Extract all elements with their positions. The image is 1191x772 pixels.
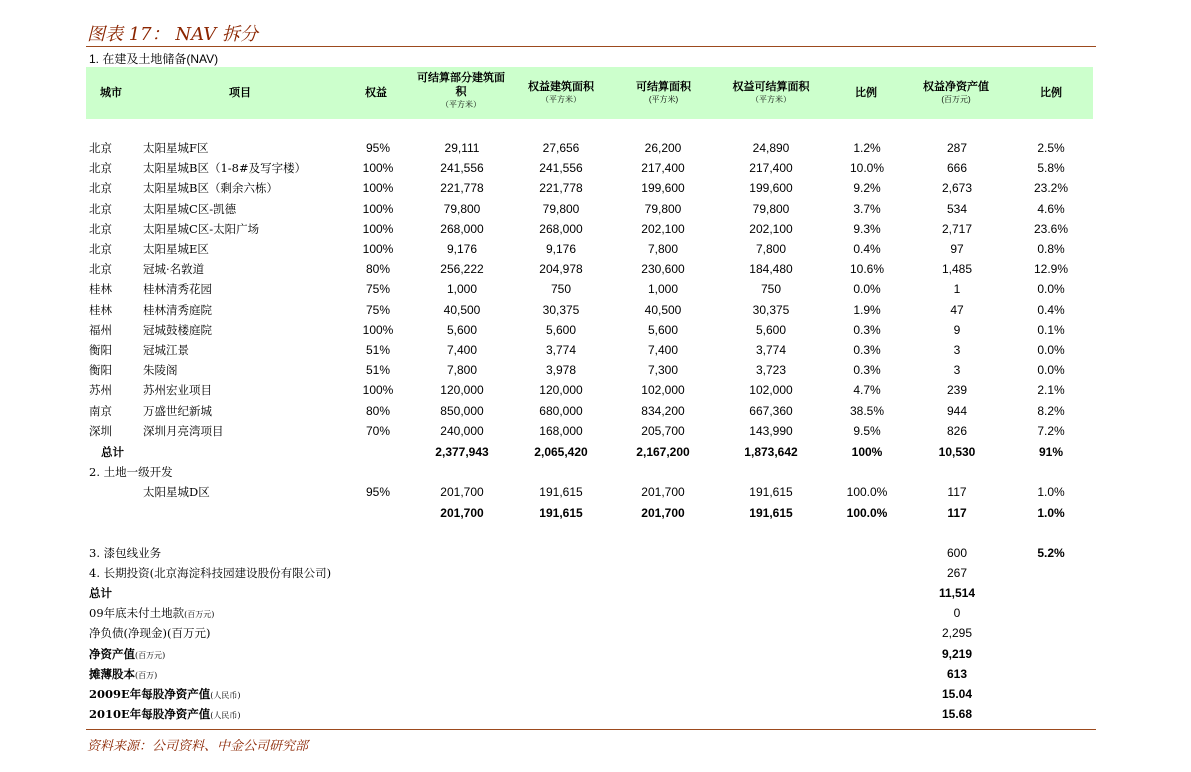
equity-gfa-cell: 9,176 <box>545 242 577 256</box>
saleable-area-cell: 5,600 <box>446 322 478 337</box>
equity-gfa-cell: 27,656 <box>542 141 580 155</box>
summary-label <box>89 646 165 664</box>
settle-area-cell: 199,600 <box>641 181 685 196</box>
section-1-heading: 1. 在建及土地储备(NAV) <box>89 52 219 66</box>
settle-area-cell: 202,100 <box>641 221 685 236</box>
project-cell: 太阳星城B区（1-8#及写字楼） <box>143 161 307 176</box>
saleable-area-cell: 256,222 <box>440 262 484 277</box>
equity-nav-cell: 3 <box>953 343 961 357</box>
summary-label <box>89 686 241 704</box>
land-dev-equity-settle-area: 191,615 <box>749 485 793 499</box>
ratio-cell: 0.4% <box>853 242 881 256</box>
land-dev-settle-area: 201,700 <box>641 485 685 499</box>
table-row <box>0 279 1191 299</box>
settle-area-cell: 7,300 <box>647 363 679 378</box>
equity-nav-cell: 944 <box>946 403 968 418</box>
total-ratio: 100% <box>851 445 883 459</box>
settle-area-cell: 205,700 <box>641 423 685 438</box>
header-settle-area <box>616 80 711 105</box>
equity-nav-cell: 1,485 <box>941 262 973 277</box>
equity-gfa-cell: 3,774 <box>545 343 577 357</box>
equity-settle-area-cell: 30,375 <box>752 302 790 317</box>
equity-cell: 80% <box>365 403 391 418</box>
equity-nav-cell: 2,717 <box>941 221 973 236</box>
total-label: 总计 <box>101 445 124 459</box>
ratio-2-cell: 0.0% <box>1037 343 1065 357</box>
saleable-area-cell: 9,176 <box>446 242 478 256</box>
total2-equity-settle-area: 191,615 <box>749 506 793 520</box>
settle-area-cell: 834,200 <box>641 403 685 418</box>
equity-settle-area-cell: 202,100 <box>749 221 793 236</box>
ratio-cell: 3.7% <box>853 201 881 216</box>
land-dev-project: 太阳星城D区 <box>143 485 210 499</box>
city-cell: 衡阳 <box>89 363 112 378</box>
header-equity-gfa-unit: （平方米） <box>541 95 581 104</box>
settle-area-cell: 102,000 <box>641 383 685 398</box>
summary-value: 15.04 <box>941 687 973 701</box>
equity-nav-cell: 239 <box>946 383 968 398</box>
settle-area-cell: 26,200 <box>644 141 682 155</box>
equity-cell: 51% <box>365 363 391 378</box>
equity-nav-cell: 666 <box>946 161 968 176</box>
saleable-area-cell: 268,000 <box>440 221 484 236</box>
equity-settle-area-cell: 199,600 <box>749 181 793 196</box>
summary-label <box>89 625 210 641</box>
land-dev-ratio: 100.0% <box>846 485 888 499</box>
table-row <box>0 239 1191 259</box>
header-equity-nav-label: 权益净资产值 <box>923 81 989 93</box>
equity-nav-cell: 9 <box>953 322 961 337</box>
total-ratio-2: 91% <box>1038 445 1064 459</box>
summary-row <box>0 644 1191 664</box>
ratio-2-cell: 4.6% <box>1037 201 1065 216</box>
header-saleable-area <box>416 71 506 110</box>
item-3-ratio: 5.2% <box>1037 546 1065 560</box>
summary-label <box>89 585 112 601</box>
project-cell: 苏州宏业项目 <box>143 383 212 398</box>
summary-value: 15.68 <box>941 707 973 722</box>
settle-area-cell: 1,000 <box>647 282 679 297</box>
summary-unit: (人民币) <box>210 691 241 700</box>
item-3-row <box>0 543 1191 563</box>
project-cell: 太阳星城B区（剩余六栋） <box>143 181 278 196</box>
saleable-area-cell: 1,000 <box>446 282 478 297</box>
item-4-label: 4. 长期投资(北京海淀科技园建设股份有限公司) <box>89 566 332 580</box>
ratio-2-cell: 0.4% <box>1037 302 1065 317</box>
total-row-2 <box>0 503 1191 523</box>
settle-area-cell: 7,800 <box>647 242 679 256</box>
header-settle-area-unit: (平方米) <box>648 95 679 104</box>
total2-saleable-area: 201,700 <box>440 506 484 520</box>
table-row <box>0 259 1191 279</box>
equity-nav-cell: 2,673 <box>941 181 973 196</box>
city-cell: 苏州 <box>89 383 112 398</box>
table-row <box>0 360 1191 380</box>
equity-gfa-cell: 204,978 <box>539 262 583 277</box>
city-cell: 北京 <box>89 161 112 176</box>
equity-settle-area-cell: 7,800 <box>755 242 787 256</box>
table-row <box>0 199 1191 219</box>
equity-nav-cell: 3 <box>953 363 961 378</box>
ratio-cell: 4.7% <box>853 383 881 398</box>
saleable-area-cell: 850,000 <box>440 403 484 418</box>
summary-value: 11,514 <box>938 586 976 600</box>
equity-settle-area-cell: 24,890 <box>752 141 790 155</box>
ratio-2-cell: 7.2% <box>1037 423 1065 438</box>
table-row <box>0 421 1191 441</box>
summary-row <box>0 704 1191 724</box>
land-dev-saleable-area: 201,700 <box>440 485 484 499</box>
total2-equity-nav: 117 <box>947 506 967 520</box>
header-equity-nav <box>906 80 1006 105</box>
summary-row <box>0 684 1191 704</box>
header-project: 项目 <box>229 87 251 99</box>
summary-row <box>0 623 1191 643</box>
figure-title: 图表 17： NAV 拆分 <box>87 24 258 45</box>
equity-cell: 100% <box>362 383 394 398</box>
project-cell: 万盛世纪新城 <box>143 403 212 418</box>
saleable-area-cell: 7,400 <box>446 343 478 357</box>
summary-value: 613 <box>946 666 968 681</box>
city-cell: 衡阳 <box>89 343 112 357</box>
ratio-2-cell: 5.8% <box>1037 161 1065 176</box>
summary-row <box>0 664 1191 684</box>
ratio-2-cell: 12.9% <box>1033 262 1069 277</box>
summary-value: 9,219 <box>941 646 973 661</box>
table-row <box>0 219 1191 239</box>
equity-nav-cell: 47 <box>950 302 964 317</box>
project-cell: 冠城·名敦道 <box>143 262 205 277</box>
top-rule <box>86 46 1096 47</box>
equity-nav-cell: 534 <box>946 201 968 216</box>
item-4-nav: 267 <box>946 566 968 580</box>
settle-area-cell: 230,600 <box>641 262 685 277</box>
equity-nav-cell: 97 <box>950 242 964 256</box>
city-cell: 北京 <box>89 201 112 216</box>
equity-cell: 51% <box>365 343 391 357</box>
summary-label-text: 摊薄股本 <box>89 666 135 681</box>
equity-gfa-cell: 120,000 <box>539 383 583 398</box>
item-3-nav: 600 <box>946 546 968 560</box>
header-ratio-2: 比例 <box>1040 87 1062 99</box>
total-equity-settle-area: 1,873,642 <box>744 445 798 459</box>
saleable-area-cell: 7,800 <box>446 363 478 378</box>
ratio-2-cell: 0.0% <box>1037 282 1065 297</box>
header-ratio: 比例 <box>855 87 877 99</box>
summary-unit: (百万元) <box>135 650 166 660</box>
project-cell: 太阳星城C区-太阳广场 <box>143 221 260 236</box>
equity-settle-area-cell: 750 <box>760 282 782 297</box>
table-row <box>0 401 1191 421</box>
ratio-2-cell: 8.2% <box>1037 403 1065 418</box>
total-equity-nav: 10,530 <box>938 445 976 459</box>
item-3-label: 3. 漆包线业务 <box>89 546 162 560</box>
ratio-2-cell: 0.8% <box>1037 242 1065 256</box>
ratio-2-cell: 2.5% <box>1037 141 1065 155</box>
project-cell: 太阳星城C区-凯德 <box>143 201 237 216</box>
city-cell: 福州 <box>89 322 112 337</box>
equity-gfa-cell: 5,600 <box>545 322 577 337</box>
ratio-2-cell: 2.1% <box>1037 383 1065 398</box>
header-equity-nav-unit: (百万元) <box>941 95 971 104</box>
equity-cell: 100% <box>362 181 394 196</box>
table-row <box>0 340 1191 360</box>
equity-gfa-cell: 168,000 <box>539 423 583 438</box>
ratio-cell: 0.3% <box>853 322 881 337</box>
equity-gfa-cell: 221,778 <box>539 181 583 196</box>
equity-settle-area-cell: 5,600 <box>755 322 787 337</box>
saleable-area-cell: 79,800 <box>443 201 481 216</box>
header-settle-area-label: 可结算面积 <box>636 81 691 93</box>
summary-unit: (人民币) <box>210 711 241 721</box>
equity-settle-area-cell: 3,723 <box>755 363 787 378</box>
equity-cell: 100% <box>362 221 394 236</box>
header-equity-gfa-label: 权益建筑面积 <box>528 81 594 93</box>
equity-nav-cell: 287 <box>946 141 968 155</box>
summary-label-text: 净负债(净现金)(百万元) <box>89 626 211 641</box>
summary-label-text: 2009E年每股净资产值 <box>89 687 211 701</box>
city-cell: 北京 <box>89 262 112 277</box>
table-row <box>0 138 1191 158</box>
equity-gfa-cell: 268,000 <box>539 221 583 236</box>
equity-cell: 80% <box>365 262 391 277</box>
ratio-cell: 1.9% <box>853 302 881 317</box>
summary-unit: (百万元) <box>184 610 215 620</box>
summary-label-text: 2010E年每股净资产值 <box>89 707 211 722</box>
summary-label <box>89 706 241 724</box>
total2-settle-area: 201,700 <box>641 506 685 520</box>
total-settle-area: 2,167,200 <box>636 445 690 459</box>
total2-ratio-2: 1.0% <box>1037 506 1065 520</box>
summary-label <box>89 666 157 684</box>
table-header <box>86 67 1093 119</box>
project-cell: 太阳星城F区 <box>143 141 209 155</box>
ratio-cell: 10.0% <box>849 161 885 176</box>
table-row <box>0 300 1191 320</box>
equity-cell: 75% <box>365 282 391 297</box>
ratio-cell: 0.3% <box>853 363 881 378</box>
land-dev-row <box>0 482 1191 502</box>
total-saleable-area: 2,377,943 <box>435 445 489 459</box>
ratio-2-cell: 0.1% <box>1037 322 1065 337</box>
summary-label-text: 净资产值 <box>89 646 135 661</box>
equity-cell: 70% <box>365 423 391 438</box>
equity-cell: 95% <box>365 141 391 155</box>
summary-value: 0 <box>953 606 961 621</box>
summary-value: 2,295 <box>941 626 973 641</box>
equity-cell: 100% <box>362 322 394 337</box>
project-cell: 冠城鼓楼庭院 <box>143 322 212 337</box>
project-cell: 冠城江景 <box>143 343 189 357</box>
equity-gfa-cell: 30,375 <box>542 302 580 317</box>
equity-nav-cell: 826 <box>946 423 968 438</box>
total-row-1 <box>0 442 1191 462</box>
equity-gfa-cell: 750 <box>550 282 572 297</box>
land-dev-equity-gfa: 191,615 <box>539 485 583 499</box>
summary-unit: (百万) <box>135 670 158 680</box>
table-row <box>0 320 1191 340</box>
equity-cell: 100% <box>362 242 394 256</box>
equity-gfa-cell: 241,556 <box>539 161 583 176</box>
city-cell: 北京 <box>89 221 112 236</box>
equity-settle-area-cell: 667,360 <box>749 403 793 418</box>
ratio-cell: 9.3% <box>853 221 881 236</box>
total-equity-gfa: 2,065,420 <box>534 445 588 459</box>
source-note: 资料来源：公司资料、中金公司研究部 <box>87 739 309 754</box>
ratio-cell: 0.3% <box>853 343 881 357</box>
ratio-2-cell: 23.6% <box>1033 221 1069 236</box>
bottom-rule <box>86 729 1096 730</box>
item-4-row <box>0 563 1191 583</box>
equity-gfa-cell: 680,000 <box>539 403 583 418</box>
project-cell: 桂林清秀花园 <box>143 282 212 297</box>
header-city: 城市 <box>100 87 122 99</box>
saleable-area-cell: 29,111 <box>444 141 480 155</box>
settle-area-cell: 7,400 <box>647 343 679 357</box>
settle-area-cell: 5,600 <box>647 322 679 337</box>
land-dev-equity-nav: 117 <box>947 485 967 499</box>
header-saleable-area-label: 可结算部分建筑面积 <box>417 72 505 98</box>
summary-label-text: 总计 <box>89 586 112 600</box>
equity-cell: 100% <box>362 161 394 176</box>
equity-settle-area-cell: 3,774 <box>755 343 787 357</box>
header-saleable-area-unit: （平方米） <box>441 100 481 109</box>
settle-area-cell: 79,800 <box>644 201 682 216</box>
summary-label <box>89 605 214 623</box>
land-dev-equity: 95% <box>365 485 391 499</box>
total2-equity-gfa: 191,615 <box>539 506 583 520</box>
equity-settle-area-cell: 184,480 <box>749 262 793 277</box>
saleable-area-cell: 40,500 <box>443 302 481 317</box>
header-equity-settle-area <box>716 80 826 105</box>
equity-settle-area-cell: 143,990 <box>749 423 793 438</box>
project-cell: 太阳星城E区 <box>143 242 209 256</box>
equity-nav-cell: 1 <box>953 282 961 297</box>
ratio-cell: 0.0% <box>853 282 881 297</box>
project-cell: 桂林清秀庭院 <box>143 302 212 317</box>
land-dev-ratio-2: 1.0% <box>1037 485 1065 499</box>
settle-area-cell: 40,500 <box>644 302 682 317</box>
header-equity-settle-area-label: 权益可结算面积 <box>732 81 810 93</box>
ratio-cell: 10.6% <box>849 262 885 277</box>
equity-settle-area-cell: 79,800 <box>752 201 790 216</box>
section-2-heading: 2. 土地一级开发 <box>89 465 173 479</box>
project-cell: 深圳月亮湾项目 <box>143 423 224 438</box>
summary-row <box>0 583 1191 603</box>
header-equity-settle-area-unit: （平方米） <box>751 95 791 104</box>
saleable-area-cell: 221,778 <box>440 181 484 196</box>
equity-settle-area-cell: 102,000 <box>749 383 793 398</box>
city-cell: 北京 <box>89 181 112 196</box>
equity-cell: 100% <box>362 201 394 216</box>
total2-ratio: 100.0% <box>846 506 888 520</box>
header-equity-gfa <box>511 80 611 105</box>
saleable-area-cell: 120,000 <box>440 383 484 398</box>
city-cell: 北京 <box>89 242 112 256</box>
table-row <box>0 380 1191 400</box>
city-cell: 南京 <box>89 403 112 418</box>
saleable-area-cell: 240,000 <box>440 423 484 438</box>
ratio-cell: 9.2% <box>853 181 881 196</box>
ratio-cell: 38.5% <box>849 403 885 418</box>
equity-gfa-cell: 3,978 <box>545 363 577 378</box>
city-cell: 桂林 <box>89 282 112 297</box>
settle-area-cell: 217,400 <box>641 161 685 176</box>
ratio-cell: 9.5% <box>853 423 881 438</box>
city-cell: 北京 <box>89 141 112 155</box>
project-cell: 朱陵阁 <box>143 363 178 378</box>
summary-row <box>0 603 1191 623</box>
equity-cell: 75% <box>365 302 391 317</box>
summary-label-text: 09年底未付土地款 <box>89 606 185 621</box>
ratio-cell: 1.2% <box>853 141 881 155</box>
city-cell: 桂林 <box>89 302 112 317</box>
table-row <box>0 178 1191 198</box>
saleable-area-cell: 241,556 <box>440 161 484 176</box>
ratio-2-cell: 23.2% <box>1033 181 1069 196</box>
header-equity: 权益 <box>365 87 387 99</box>
city-cell: 深圳 <box>89 423 112 438</box>
equity-settle-area-cell: 217,400 <box>749 161 793 176</box>
table-row <box>0 158 1191 178</box>
ratio-2-cell: 0.0% <box>1037 363 1065 378</box>
equity-gfa-cell: 79,800 <box>542 201 580 216</box>
